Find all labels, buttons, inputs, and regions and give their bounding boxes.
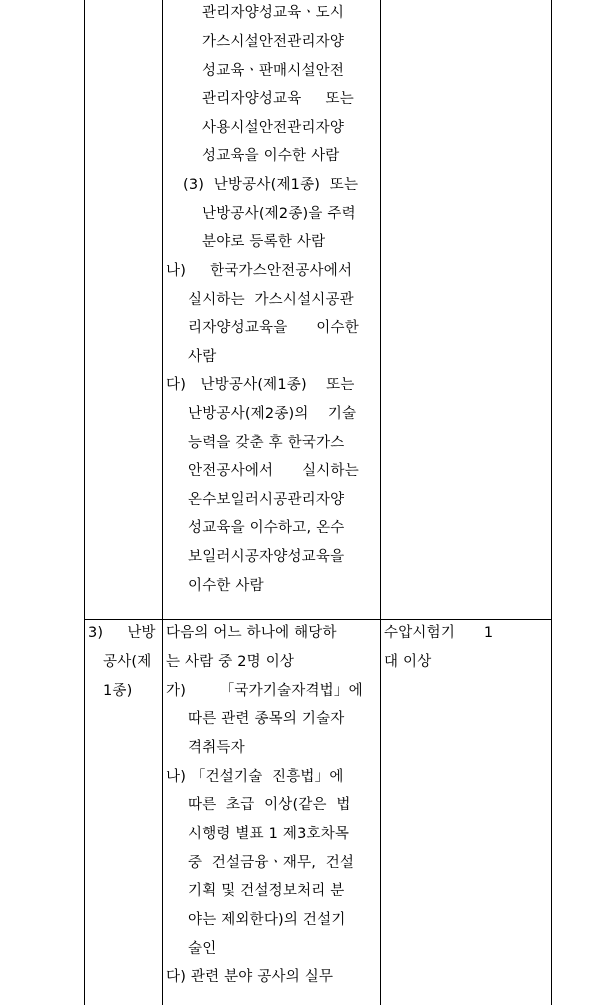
content-line: 다) 관련 분야 공사의 실무 bbox=[166, 969, 334, 985]
content-line: 난방공사(제2종)을 주력 bbox=[202, 206, 356, 222]
table-divider-1 bbox=[162, 0, 163, 1005]
table-border-left bbox=[84, 0, 85, 1005]
content-line: 격취득자 bbox=[188, 740, 245, 756]
content-line: 가스시설안전관리자양 bbox=[202, 34, 345, 50]
content-line: 성교육을 이수한 사람 bbox=[202, 148, 340, 164]
content-line: 기획 및 건설정보처리 분 bbox=[188, 883, 345, 899]
table-border-right bbox=[551, 0, 552, 1005]
content-line: 중 건설금융ㆍ재무, 건설 bbox=[188, 855, 355, 871]
content-line: 는 사람 중 2명 이상 bbox=[166, 654, 295, 670]
content-line: 따른 관련 종목의 기술자 bbox=[188, 711, 345, 727]
content-line: (3) 난방공사(제1종) 또는 bbox=[183, 177, 359, 193]
category-line: 3) 난방 bbox=[88, 625, 156, 641]
equipment-line: 대 이상 bbox=[384, 654, 432, 670]
table-divider-2 bbox=[380, 0, 381, 1005]
content-line: 시행령 별표 1 제3호차목 bbox=[188, 826, 350, 842]
row-separator bbox=[84, 619, 551, 620]
content-line: 야는 제외한다)의 건설기 bbox=[188, 912, 346, 928]
content-line: 분야로 등록한 사람 bbox=[202, 234, 326, 250]
content-line: 리자양성교육을 이수한 bbox=[188, 320, 359, 336]
content-line: 보일러시공자양성교육을 bbox=[188, 549, 345, 565]
content-line: 관리자양성교육 또는 bbox=[202, 91, 354, 107]
content-line: 성교육을 이수하고, 온수 bbox=[188, 520, 345, 536]
content-line: 따른 초급 이상(같은 법 bbox=[188, 797, 351, 813]
content-line: 이수한 사람 bbox=[188, 578, 264, 594]
content-line: 성교육ㆍ판매시설안전 bbox=[202, 63, 345, 79]
equipment-line: 수압시험기 1 bbox=[384, 625, 494, 641]
content-line: 관리자양성교육ㆍ도시 bbox=[202, 5, 345, 21]
content-line: 난방공사(제2종)의 기술 bbox=[188, 406, 357, 422]
content-line: 나) 한국가스안전공사에서 bbox=[166, 263, 353, 279]
content-line: 술인 bbox=[188, 941, 217, 957]
content-line: 온수보일러시공관리자양 bbox=[188, 492, 345, 508]
content-line: 사람 bbox=[188, 349, 217, 365]
content-line: 실시하는 가스시설시공관 bbox=[188, 292, 354, 308]
content-line: 가) 「국가기술자격법」에 bbox=[166, 683, 363, 699]
content-line: 다) 난방공사(제1종) 또는 bbox=[166, 377, 355, 393]
content-line: 나) 「건설기술 진흥법」에 bbox=[166, 769, 344, 785]
content-line: 능력을 갖춘 후 한국가스 bbox=[188, 435, 345, 451]
category-line: 공사(제 bbox=[103, 654, 152, 670]
content-line: 다음의 어느 하나에 해당하 bbox=[166, 625, 337, 641]
content-line: 사용시설안전관리자양 bbox=[202, 120, 345, 136]
content-line: 안전공사에서 실시하는 bbox=[188, 463, 359, 479]
category-line: 1종) bbox=[103, 683, 133, 699]
